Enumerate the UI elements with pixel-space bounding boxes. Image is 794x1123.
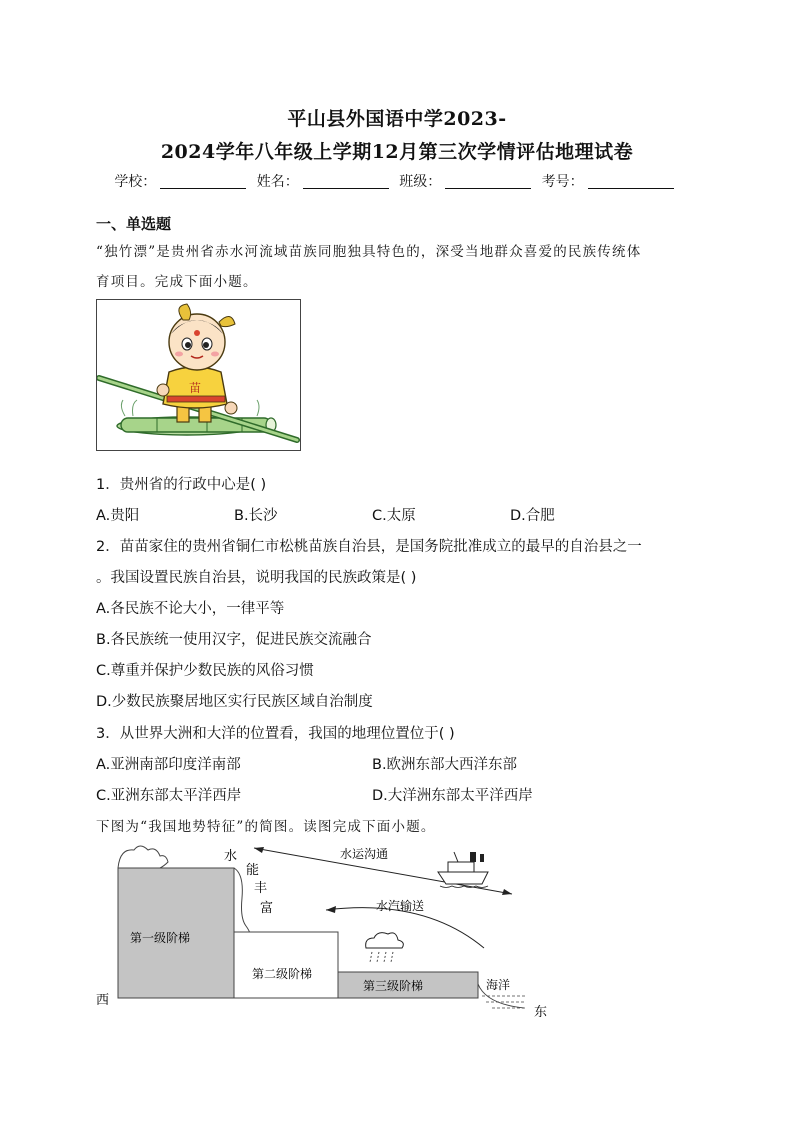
question-2-stem-line2: 。我国设置民族自治县，说明我国的民族政策是( )	[96, 570, 417, 586]
intro1-line2: 育项目。完成下面小题。	[96, 274, 258, 290]
ocean-label: 海洋	[485, 978, 511, 992]
water-char-4: 富	[260, 901, 274, 916]
west-label: 西	[96, 993, 110, 1008]
q3-option-b[interactable]: B.欧洲东部大西洋东部	[372, 757, 518, 773]
q2-option-a[interactable]: A.各民族不论大小，一律平等	[96, 601, 285, 617]
q3-option-d[interactable]: D.大洋洲东部太平洋西岸	[372, 788, 533, 804]
q2-option-d[interactable]: D.少数民族聚居地区实行民族区域自治制度	[96, 694, 373, 710]
step1-label: 第一级阶梯	[129, 931, 191, 945]
class-blank[interactable]	[445, 174, 531, 189]
terrain-svg	[94, 838, 554, 1024]
water-char-2: 能	[246, 863, 260, 878]
name-label: 姓名：	[256, 174, 299, 190]
q1-option-c[interactable]: C.太原	[372, 508, 416, 524]
mascot-drawing	[97, 300, 300, 450]
exam-title-line1: 平山县外国语中学2023-	[287, 108, 507, 130]
step2-block	[234, 932, 338, 998]
q1-option-a[interactable]: A.贵阳	[96, 508, 140, 524]
exam-number-blank[interactable]	[588, 174, 674, 189]
step2-label: 第二级阶梯	[251, 967, 313, 981]
hat-character: 苗	[188, 381, 202, 395]
question-2-stem-line1: 2．苗苗家住的贵州省铜仁市松桃苗族自治县，是国务院批准成立的最早的自治县之一	[96, 539, 642, 555]
bamboo-rafting-illustration	[96, 299, 301, 451]
water-char-3: 丰	[254, 881, 268, 896]
step3-label: 第三级阶梯	[362, 979, 424, 993]
water-char-1: 水	[224, 849, 238, 864]
ship-icon	[438, 852, 488, 888]
section-title: 一、单选题	[96, 215, 172, 233]
student-info-line	[0, 171, 794, 191]
moisture-label: 水汽输送	[375, 899, 425, 913]
exam-number-label: 考号：	[541, 174, 584, 190]
q3-option-c[interactable]: C.亚洲东部太平洋西岸	[96, 788, 242, 804]
question-1-stem: 1．贵州省的行政中心是( )	[96, 477, 267, 493]
intro1-line1: “独竹漂”是贵州省赤水河流域苗族同胞独具特色的，深受当地群众喜爱的民族传统体	[96, 244, 642, 260]
name-blank[interactable]	[303, 174, 389, 189]
question-3-stem: 3．从世界大洲和大洋的位置看，我国的地理位置位于( )	[96, 726, 455, 742]
school-label: 学校：	[114, 174, 157, 190]
class-label: 班级：	[399, 174, 442, 190]
school-blank[interactable]	[160, 174, 246, 189]
q2-option-c[interactable]: C.尊重并保护少数民族的风俗习惯	[96, 663, 314, 679]
terrain-steps-diagram	[94, 838, 554, 1024]
exam-title-line2: 2024学年八年级上学期12月第三次学情评估地理试卷	[160, 141, 634, 163]
east-label: 东	[534, 1005, 548, 1020]
intro2-line1: 下图为“我国地势特征”的简图。读图完成下面小题。	[96, 819, 436, 835]
q1-option-b[interactable]: B.长沙	[234, 508, 278, 524]
q3-option-a[interactable]: A.亚洲南部印度洋南部	[96, 757, 241, 773]
q2-option-b[interactable]: B.各民族统一使用汉字，促进民族交流融合	[96, 632, 372, 648]
rain-cloud-icon	[366, 933, 404, 962]
q1-option-d[interactable]: D.合肥	[510, 508, 555, 524]
shipping-label: 水运沟通	[339, 847, 389, 861]
